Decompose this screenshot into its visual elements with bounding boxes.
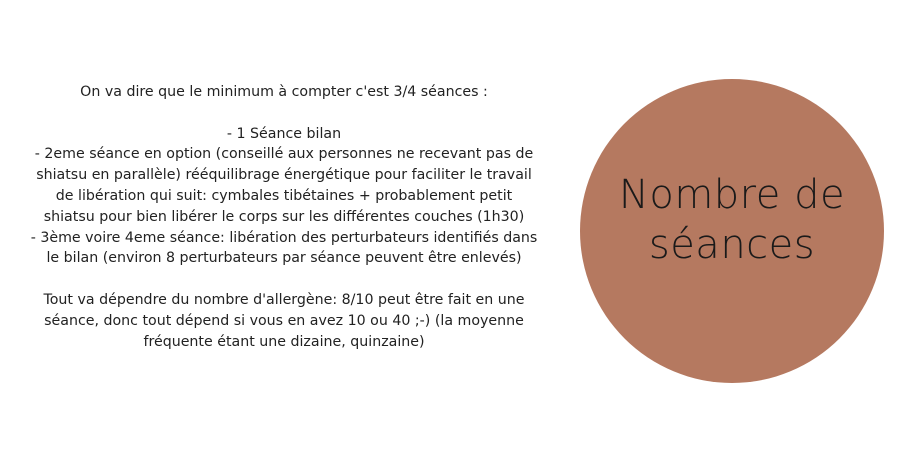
conclusion-text: Tout va dépendre du nombre d'allergène: 8/10 peut être fait en une séance, donc tout dépend si vous en avez 10 ou 40 ;-) (la moyenne fréquente étant une dizaine, quinzaine) xyxy=(43,291,525,350)
item-session-2: - 2eme séance en option (conseillé aux personnes ne recevant pas de shiatsu en parallèle) rééquilibrage énergétique pour faciliter le travail de libération qui suit: cymbales tibétaines + probablement petit shiatsu pour bien libérer le corps sur les différentes couches (1h30) xyxy=(34,146,534,225)
circle-title xyxy=(580,170,884,270)
info-text-block xyxy=(30,82,538,352)
circle-title-line1: Nombre de xyxy=(618,172,846,218)
intro-text: On va dire que le minimum à compter c'est 3/4 séances : xyxy=(80,84,488,100)
item-session-bilan: - 1 Séance bilan xyxy=(226,125,342,142)
circle-title-line2: séances xyxy=(648,222,816,268)
item-session-3-4: - 3ème voire 4eme séance: libération des perturbateurs identifiés dans le bilan (environ 8 perturbateurs par séance peuvent être enlevés) xyxy=(30,229,538,267)
spacer xyxy=(30,103,538,124)
spacer xyxy=(30,269,538,290)
